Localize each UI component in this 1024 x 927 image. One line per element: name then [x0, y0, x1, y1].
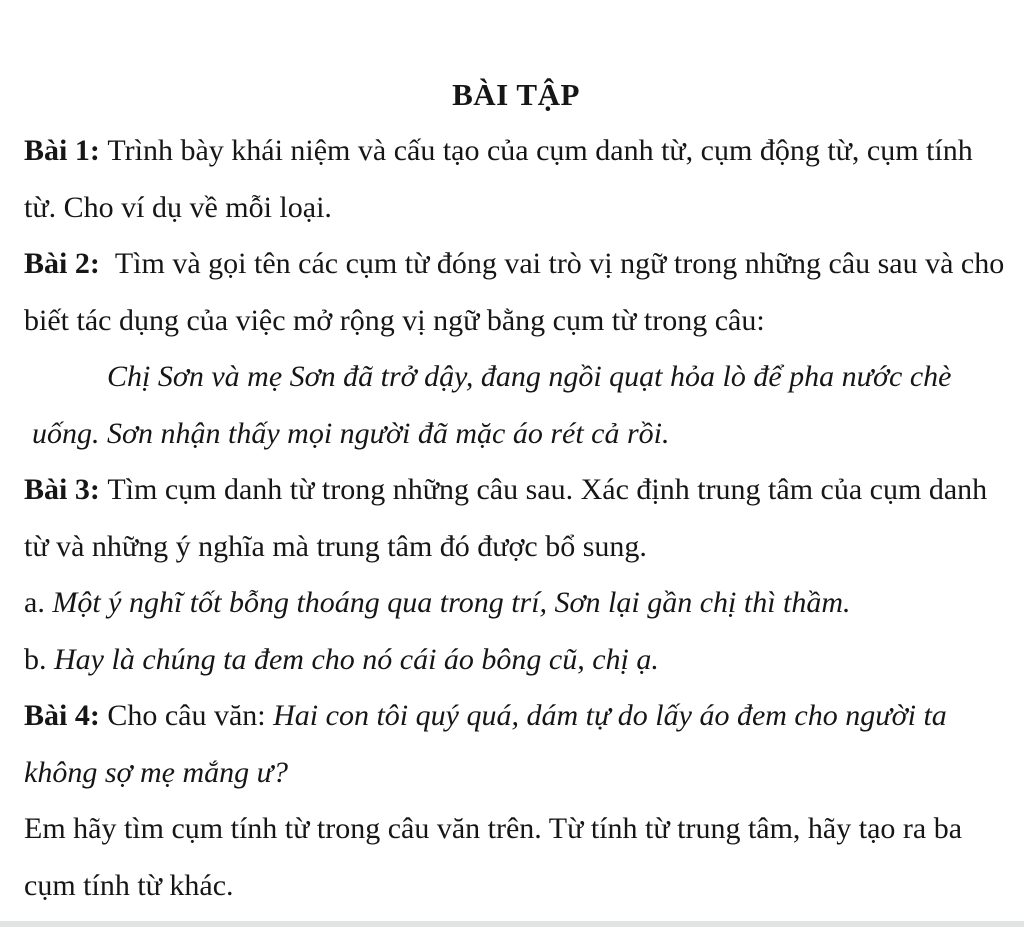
quoted-sentence: Hai con tôi quý quá, dám tự do lấy áo đem cho người ta không sợ mẹ mắng ư?	[24, 699, 947, 789]
paragraph-bai-3	[24, 462, 1008, 575]
exercise-label: Bài 4:	[24, 699, 108, 732]
quote-text: Chị Sơn và mẹ Sơn đã trở dậy, đang ngồi quạt hỏa lò để pha nước chè uống. Sơn nhận thấy mọi người đã mặc áo rét cả rồi.	[32, 360, 952, 450]
page-title: BÀI TẬP	[452, 77, 580, 112]
paragraph-bai-4	[24, 688, 1008, 801]
bottom-edge-strip	[0, 921, 1024, 927]
item-marker: a.	[24, 586, 53, 619]
item-text: Hay là chúng ta đem cho nó cái áo bông cũ, chị ạ.	[54, 642, 659, 676]
exercise-text: Tìm và gọi tên các cụm từ đóng vai trò vị ngữ trong những câu sau và cho biết tác dụng của việc mở rộng vị ngữ bằng cụm từ trong câu:	[24, 247, 1005, 337]
exercise-label: Bài 2:	[24, 247, 115, 280]
paragraph-quote-bai-2	[32, 349, 1008, 462]
exercise-text: Tìm cụm danh từ trong những câu sau. Xác định trung tâm của cụm danh từ và những ý nghĩa mà trung tâm đó được bổ sung.	[24, 473, 988, 563]
paragraph-bai-2	[24, 236, 1008, 349]
paragraph-item-b	[24, 632, 1008, 689]
paragraph-item-a	[24, 575, 1008, 632]
exercise-text: Em hãy tìm cụm tính từ trong câu văn trên. Từ tính từ trung tâm, hãy tạo ra ba cụm tính từ khác.	[24, 812, 963, 902]
exercise-text: Cho câu văn:	[107, 699, 274, 732]
item-text: Một ý nghĩ tốt bỗng thoáng qua trong trí, Sơn lại gần chị thì thầm.	[52, 586, 851, 619]
exercise-label: Bài 3:	[24, 473, 108, 506]
exercise-text: Trình bày khái niệm và cấu tạo của cụm danh từ, cụm động từ, cụm tính từ. Cho ví dụ về mỗi loại.	[24, 134, 973, 224]
paragraph-bai-1	[24, 123, 1008, 236]
exercise-label: Bài 1:	[24, 134, 108, 167]
paragraph-bai-4-yeu-cau	[24, 801, 1008, 914]
item-marker: b.	[24, 642, 54, 676]
